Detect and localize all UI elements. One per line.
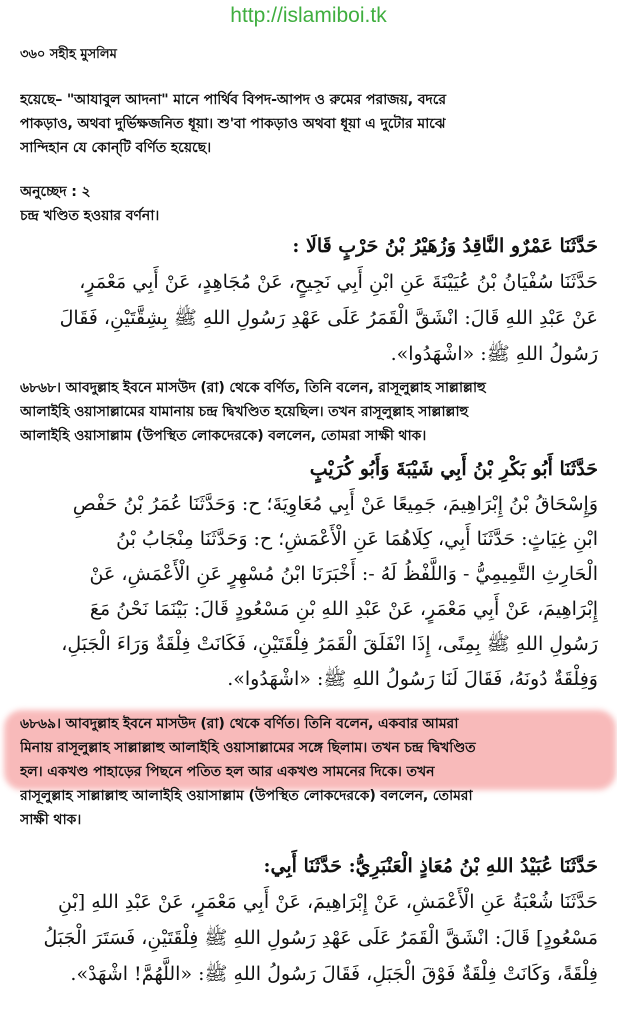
hadith-line: হল। একখণ্ড পাহাড়ের পিছনে পতিত হল আর একখণ্ড সামনের দিকে। তখন [20, 764, 435, 780]
arabic-line: الْحَارِثِ التَّمِيمِيُّ - وَاللَّفْظُ لَهُ -: أَخْبَرَنَا ابْنُ مُسْهِرٍ عَنِ الْأَعْمَشِ، عَنْ [89, 563, 598, 585]
arabic-line: حَدَّثَنَا شُعْبَةُ عَنِ الْأَعْمَشِ، عَنْ إِبْرَاهِيمَ، عَنْ أَبِي مَعْمَرٍ، عَنْ عَبْدِ اللهِ [بْنِ [58, 891, 598, 913]
arabic-line: وَفِلْقَةٌ دُونَهُ، فَقَالَ لَنَا رَسُولُ اللهِ ﷺ: «اشْهَدُوا». [227, 668, 598, 690]
arabic-line: عَنْ عَبْدِ اللهِ قَالَ: انْشَقَّ الْقَمَرُ عَلَى عَهْدِ رَسُولِ اللهِ ﷺ بِشِقَّتَيْنِ، فَقَالَ [59, 307, 598, 329]
hadith-line: রাসূলুল্লাহ সাল্লাল্লাহু আলাইহি ওয়াসাল্লাম (উপস্থিত লোকদেরকে) বললেন, তোমরা [20, 788, 473, 804]
arabic-line: رَسُولِ اللهِ ﷺ بِمِنًى، إِذَا انْفَلَقَ الْقَمَرُ فِلْقَتَيْنِ، فَكَانَتْ فِلْقَةٌ وَرَاءَ الْجَبَلِ، [61, 633, 598, 655]
hadith-line: আলাইহি ওয়াসাল্লামের যামানায় চন্দ্র দ্বিখণ্ডিত হয়েছিল। তখন রাসূলুল্লাহ সাল্লাল্লাহু [20, 404, 469, 420]
arabic-block-1 [18, 228, 598, 372]
intro-line: হয়েছে– "আযাবুল আদনা" মানে পার্থিব বিপদ-আপদ ও রুমের পরাজয়, বদরে [20, 92, 446, 108]
arabic-block-3 [18, 848, 598, 992]
page-header: ৩৬০ সহীহ মুসলিম [20, 47, 117, 62]
hadith-line: ৬৮৬৯। আবদুল্লাহ ইবনে মাসউদ (রা) থেকে বর্ণিত। তিনি বলেন, একবার আমরা [20, 716, 459, 732]
arabic-line: رَسُولُ اللهِ ﷺ: «اشْهَدُوا». [390, 343, 598, 365]
arabic-line: حَدَّثَنَا عَمْرٌو النَّاقِدُ وَزُهَيْرُ بْنُ حَرْبٍ قَالَا : [292, 235, 598, 257]
arabic-line: وَإِسْحَاقُ بْنُ إِبْرَاهِيمَ، جَمِيعًا عَنْ أَبِي مُعَاوِيَةَ؛ ح: وَحَدَّثَنَا عُمَرُ بْنُ حَفْصِ [72, 493, 598, 515]
section-heading [20, 180, 600, 228]
arabic-line: حَدَّثَنَا أَبُو بَكْرِ بْنُ أَبِي شَيْبَةَ وَأَبُو كُرَيْبٍ [309, 458, 598, 480]
arabic-line: حَدَّثَنَا سُفْيَانُ بْنُ عُيَيْنَةَ عَنِ ابْنِ أَبِي نَجِيحٍ، عَنْ مُجَاهِدٍ، عَنْ أَبِي مَعْمَرٍ، [79, 271, 598, 293]
site-url[interactable]: http://islamiboi.tk [230, 4, 387, 27]
intro-line: পাকড়াও, অথবা দুর্ভিক্ষজনিত ধূয়া। শু'বা পাকড়াও অথবা ধূয়া এ দুটোর মাঝে [20, 116, 446, 132]
arabic-line: مَسْعُودٍ] قَالَ: انْشَقَّ الْقَمَرُ عَلَى عَهْدِ رَسُولِ اللهِ ﷺ فِلْقَتَيْنِ، فَسَتَرَ الْجَبَلُ [43, 927, 598, 949]
intro-line: সান্দিহান যে কোন্‌টি বর্ণিত হয়েছে। [20, 140, 211, 156]
arabic-line: فِلْقَةً، وَكَانَتْ فِلْقَةٌ فَوْقَ الْجَبَلِ، فَقَالَ رَسُولُ اللهِ ﷺ: «اللَّهُمَّ! اشْهَدْ». [70, 963, 598, 985]
arabic-line: إِبْرَاهِيمَ، عَنْ أَبِي مَعْمَرٍ، عَنْ عَبْدِ اللهِ بْنِ مَسْعُودٍ قَالَ: بَيْنَمَا نَحْنُ مَعَ [89, 598, 598, 620]
arabic-line: حَدَّثَنَا عُبَيْدُ اللهِ بْنُ مُعَاذٍ الْعَنْبَرِيُّ: حَدَّثَنَا أَبِي: [263, 855, 598, 877]
section-title: চন্দ্র খণ্ডিত হওয়ার বর্ণনা। [20, 208, 160, 224]
arabic-block-2 [18, 452, 598, 697]
hadith-line: আলাইহি ওয়াসাল্লাম (উপস্থিত লোকদেরকে) বললেন, তোমরা সাক্ষী থাক। [20, 428, 427, 444]
intro-paragraph [20, 88, 600, 160]
hadith-line: সাক্ষী থাক। [20, 812, 82, 828]
hadith-line: মিনায় রাসূলুল্লাহ সাল্লাল্লাহু আলাইহি ওয়াসাল্লামের সঙ্গে ছিলাম। তখন চন্দ্র দ্বিখণ্ডিত [20, 740, 476, 756]
hadith-6869 [20, 712, 600, 832]
hadith-6868 [20, 376, 600, 448]
hadith-line: ৬৮৬৮। আবদুল্লাহ ইবনে মাসউদ (রা) থেকে বর্ণিত, তিনি বলেন, রাসূলুল্লাহ সাল্লাল্লাহু [20, 380, 486, 396]
arabic-line: ابْنِ غِيَاثٍ: حَدَّثَنَا أَبِي، كِلَاهُمَا عَنِ الْأَعْمَشِ؛ ح: وَحَدَّثَنَا مِنْجَابُ بْنُ [116, 528, 598, 550]
section-label: অনুচ্ছেদ : ২ [20, 184, 91, 200]
